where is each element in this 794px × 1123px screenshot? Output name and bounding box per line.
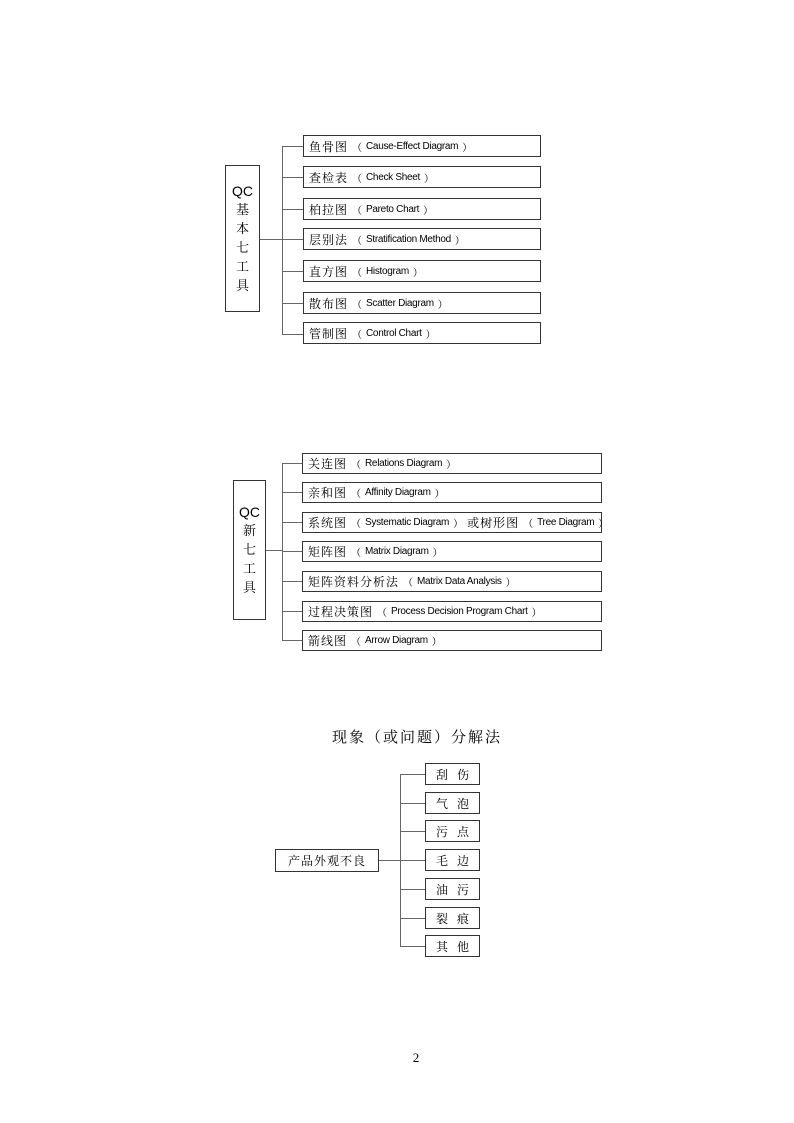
tool-name-en: Systematic Diagram <box>365 517 450 528</box>
tool-name-cn: 系统图 <box>308 516 348 530</box>
connector-branch <box>282 551 302 552</box>
tool-name-cn: 层别法 <box>309 232 349 247</box>
connector-horizontal <box>266 550 282 551</box>
tool-item-control-chart: 管制图 （ Control Chart ） <box>303 322 541 344</box>
connector-branch <box>400 889 425 890</box>
tool-name-cn: 直方图 <box>309 264 349 279</box>
tool-name-en: Scatter Diagram <box>366 297 434 309</box>
tool-name-cn: 过程决策图 <box>308 605 374 619</box>
tool-name-en: Check Sheet <box>366 171 420 183</box>
connector-branch <box>282 334 303 335</box>
tool-name-cn: 柏拉图 <box>309 202 349 217</box>
defect-item-crack: 裂痕 <box>425 907 480 929</box>
tool-name-en: Stratification Method <box>366 233 451 245</box>
label-char: 七 <box>242 542 256 558</box>
decomposition-title: 现象（或问题）分解法 <box>331 728 502 746</box>
tool-item-matrix-data-analysis: 矩阵资料分析法 （ Matrix Data Analysis ） <box>302 571 602 592</box>
defect-item-scratch: 刮伤 <box>425 763 480 785</box>
page-number: 2 <box>412 1050 420 1065</box>
tool-item-pareto: 柏拉图 （ Pareto Chart ） <box>303 198 541 220</box>
label-char: 工 <box>235 259 249 275</box>
tool-item-arrow: 箭线图 （ Arrow Diagram ） <box>302 630 602 651</box>
connector-branch <box>282 303 303 304</box>
tool-name-en: Process Decision Program Chart <box>391 606 528 617</box>
connector-branch <box>282 239 303 240</box>
tool-name-en: Relations Diagram <box>365 458 443 469</box>
tool-name-en: Matrix Diagram <box>365 546 429 557</box>
connector-horizontal <box>379 860 400 861</box>
tool-name-cn: 矩阵图 <box>308 545 348 559</box>
qc-text: QC <box>232 182 253 199</box>
tool-item-stratification: 层别法 （ Stratification Method ） <box>303 228 541 250</box>
defect-item-oil-stain: 油污 <box>425 878 480 900</box>
tool-item-systematic: 系统图 （ Systematic Diagram ） 或树形图 （ Tree Diagram ） <box>302 512 602 533</box>
tool-item-scatter: 散布图 （ Scatter Diagram ） <box>303 292 541 314</box>
label-char: 七 <box>235 240 249 256</box>
tool-name-en: Affinity Diagram <box>365 487 431 498</box>
tool-item-matrix: 矩阵图 （ Matrix Diagram ） <box>302 541 602 562</box>
connector-branch <box>400 774 425 775</box>
connector-branch <box>282 492 302 493</box>
connector-branch <box>400 860 425 861</box>
tool-name-en: Arrow Diagram <box>365 635 428 646</box>
connector-branch <box>282 271 303 272</box>
tool-item-affinity: 亲和图 （ Affinity Diagram ） <box>302 482 602 503</box>
connector-branch <box>400 803 425 804</box>
connector-branch <box>282 581 302 582</box>
label-char: 工 <box>242 561 256 577</box>
tool-name-en: Matrix Data Analysis <box>417 576 502 587</box>
tool-name-en: Histogram <box>366 265 409 277</box>
tool-name-en: Pareto Chart <box>366 203 420 215</box>
tool-name-cn-alt: 或树形图 <box>467 516 520 530</box>
connector-branch <box>400 946 425 947</box>
label-char: 本 <box>235 221 249 237</box>
tool-name-cn: 关连图 <box>308 457 348 471</box>
label-char: 具 <box>242 580 256 596</box>
defect-item-bubble: 气泡 <box>425 792 480 814</box>
connector-branch <box>282 611 302 612</box>
connector-branch <box>282 177 303 178</box>
connector-branch <box>282 146 303 147</box>
tool-item-relations: 关连图 （ Relations Diagram ） <box>302 453 602 474</box>
connector-branch <box>282 209 303 210</box>
tool-name-en: Cause-Effect Diagram <box>366 140 459 152</box>
defect-item-burr: 毛边 <box>425 849 480 871</box>
defect-item-stain: 污点 <box>425 820 480 842</box>
tool-item-histogram: 直方图 （ Histogram ） <box>303 260 541 282</box>
tool-name-cn: 管制图 <box>309 326 349 341</box>
tool-name-cn: 箭线图 <box>308 634 348 648</box>
label-char: 具 <box>235 278 249 294</box>
tool-name-cn: 散布图 <box>309 296 349 311</box>
connector-branch <box>282 522 302 523</box>
tool-name-en-alt: Tree Diagram <box>537 517 595 528</box>
qc-new-seven-tools-label <box>233 480 266 620</box>
tool-item-pdpc: 过程决策图 （ Process Decision Program Chart ） <box>302 601 602 622</box>
connector-branch <box>400 918 425 919</box>
connector-vertical <box>282 146 283 334</box>
tool-name-cn: 矩阵资料分析法 <box>308 575 400 589</box>
connector-branch <box>400 831 425 832</box>
tool-name-cn: 查检表 <box>309 170 349 185</box>
connector-branch <box>282 463 302 464</box>
root-defect-box: 产品外观不良 <box>275 849 379 872</box>
tool-name-cn: 亲和图 <box>308 486 348 500</box>
qc-basic-seven-tools-label <box>225 165 260 312</box>
qc-text: QC <box>239 503 260 520</box>
defect-item-other: 其他 <box>425 935 480 957</box>
tool-name-en: Control Chart <box>366 327 422 339</box>
connector-branch <box>282 640 302 641</box>
tool-item-check-sheet: 查检表 （ Check Sheet ） <box>303 166 541 188</box>
tool-name-cn: 鱼骨图 <box>309 139 349 154</box>
connector-horizontal <box>260 239 282 240</box>
label-char: 基 <box>235 202 249 218</box>
tool-item-fishbone: 鱼骨图 （ Cause-Effect Diagram ） <box>303 135 541 157</box>
label-char: 新 <box>242 523 256 539</box>
